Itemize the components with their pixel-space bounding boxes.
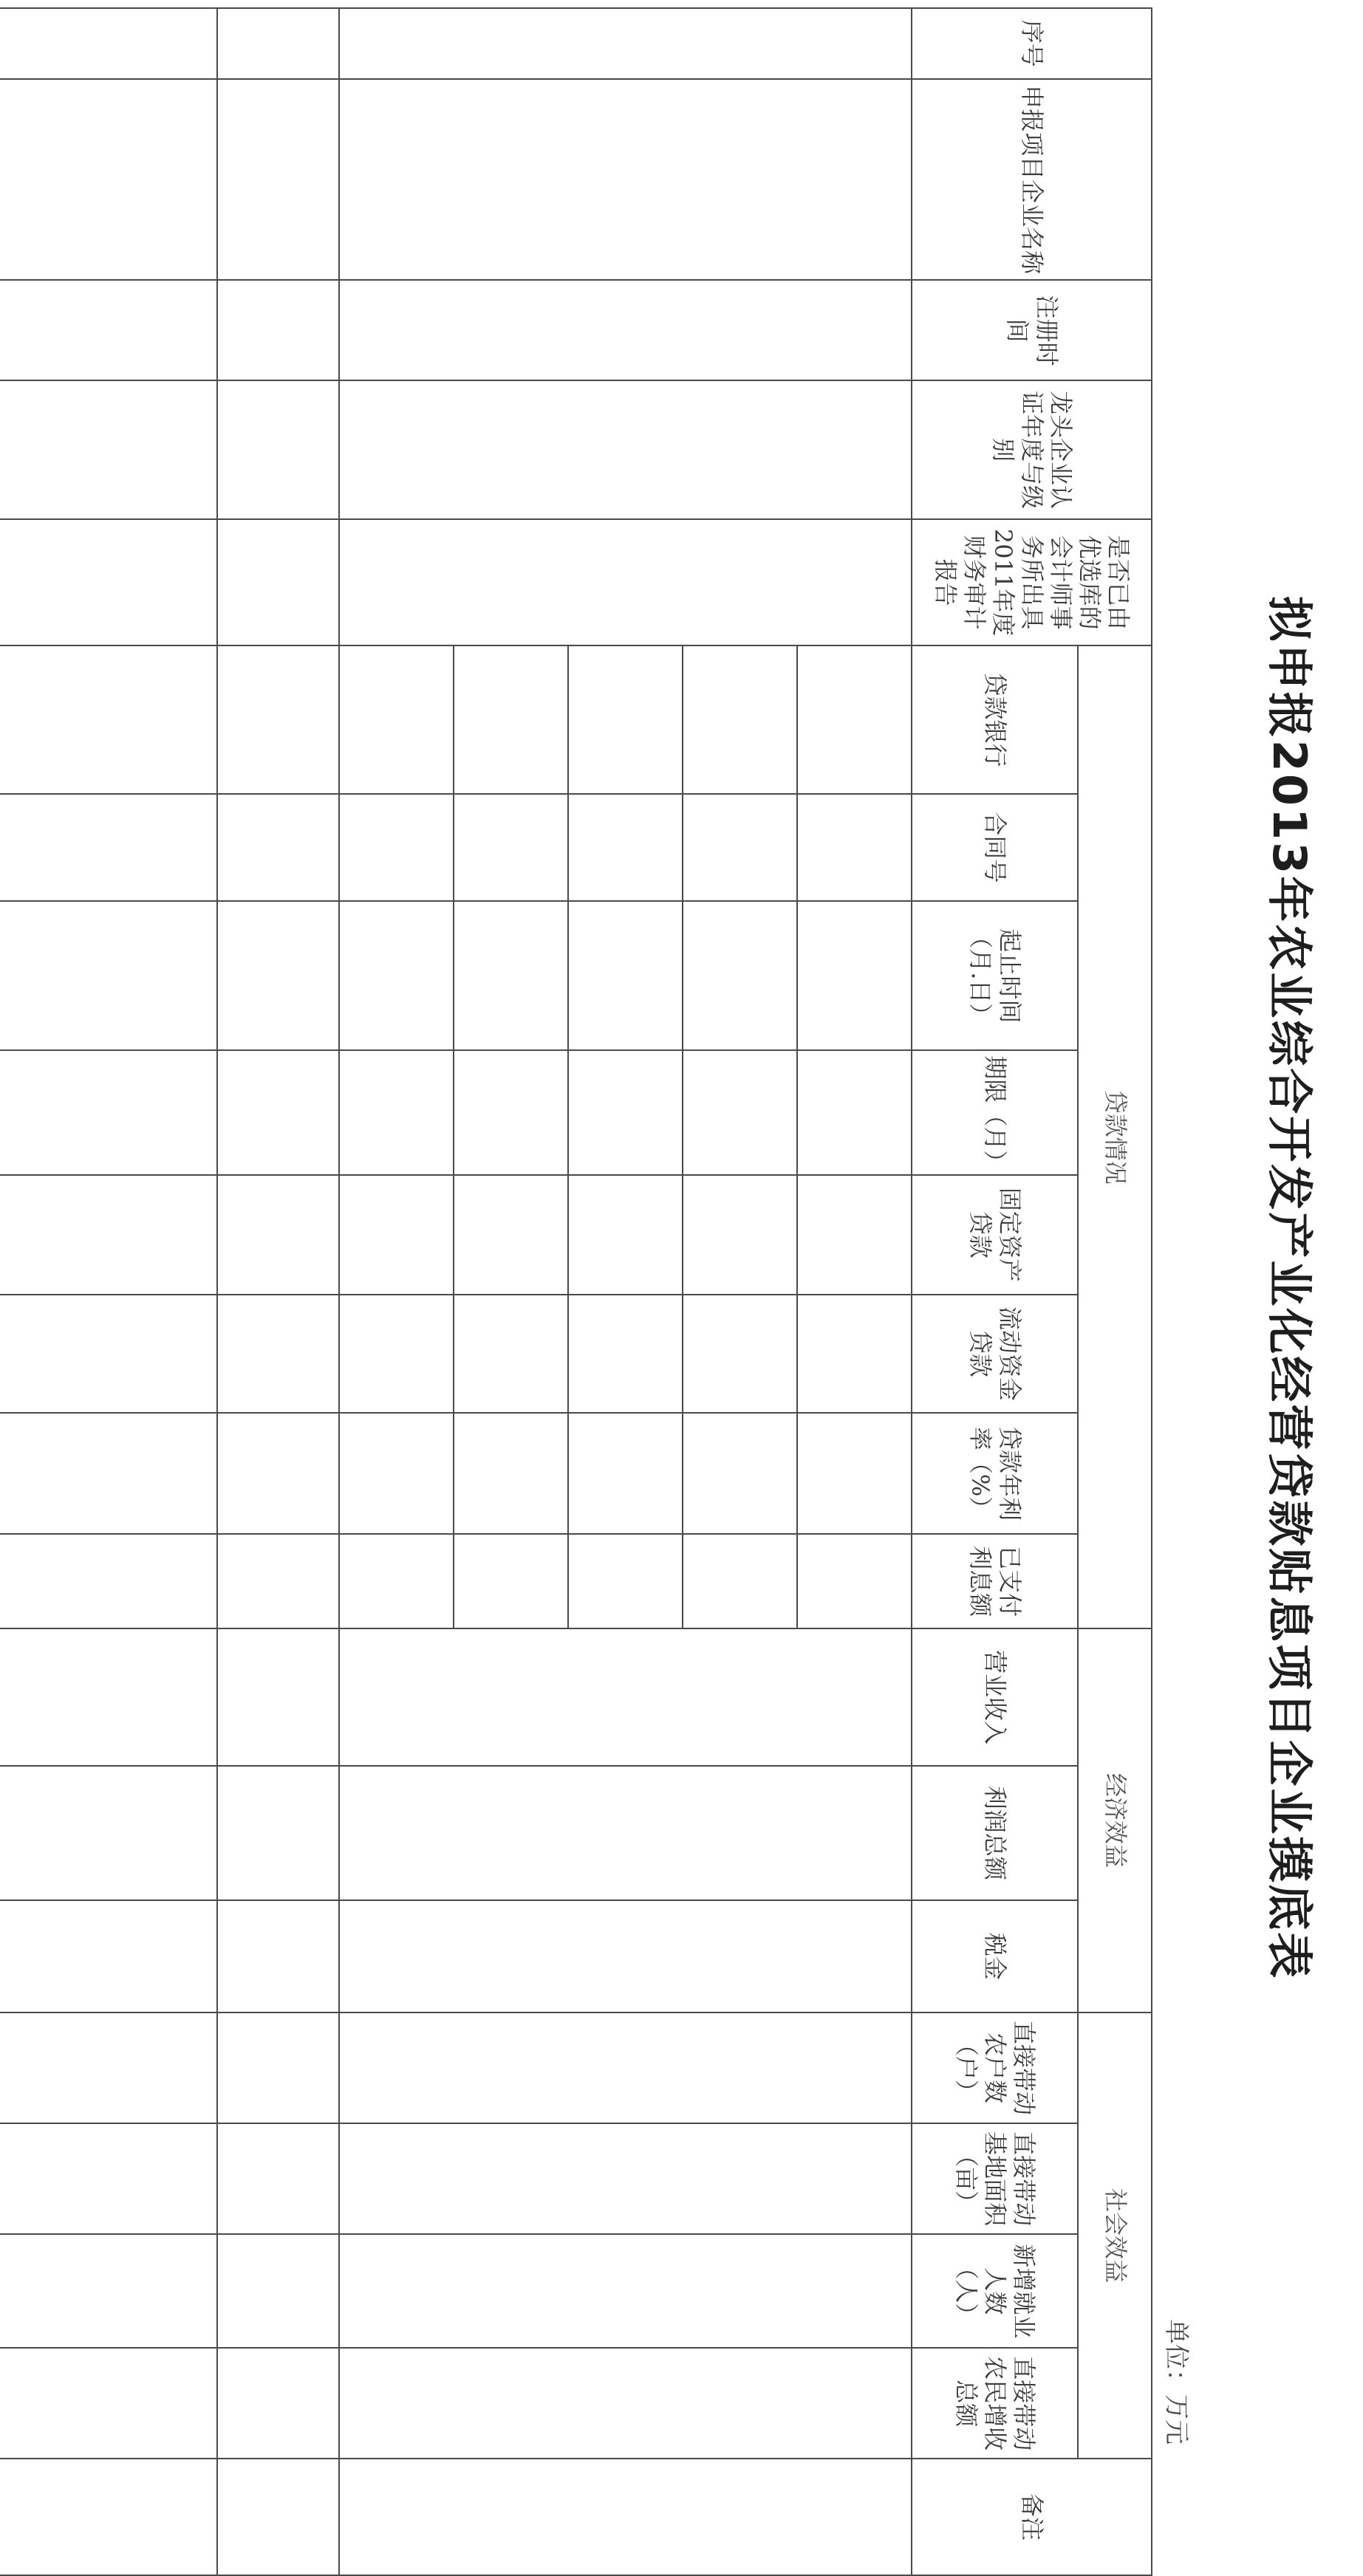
- cell-interest-paid: [217, 1534, 339, 1628]
- header-group-loan-status: 贷款情况: [1078, 645, 1152, 1628]
- cell-loan-bank: [217, 645, 339, 793]
- cell-fixed-asset-loan: [339, 1175, 454, 1295]
- header-working-capital-loan: 流动资金贷款: [912, 1295, 1078, 1413]
- cell-interest-rate: [339, 1413, 454, 1534]
- cell-loan-bank: [683, 645, 797, 793]
- cell-interest-rate: [217, 1413, 339, 1534]
- cell-interest-paid: [797, 1534, 912, 1628]
- cell-fixed-asset-loan: [454, 1175, 568, 1295]
- cell-loan-term: [797, 1050, 912, 1175]
- cell-remarks: [217, 2459, 339, 2575]
- cell-new-jobs: [217, 2234, 339, 2348]
- cell-total-profit: [0, 1766, 217, 1900]
- cell-loan-bank: [339, 645, 454, 793]
- cell-operating-revenue: [0, 1628, 217, 1766]
- cell-registration-time: [339, 280, 912, 380]
- cell-interest-rate: [797, 1413, 912, 1534]
- header-serial-number: 序号: [912, 8, 1152, 79]
- cell-total-profit: [217, 1766, 339, 1900]
- header-farm-households-driven: 直接带动农户数（户）: [912, 2012, 1078, 2123]
- cell-working-capital-loan: [568, 1295, 683, 1413]
- cell-fixed-asset-loan: [568, 1175, 683, 1295]
- cell-serial: [339, 8, 912, 79]
- header-interest-paid: 已支付利息额: [912, 1534, 1078, 1628]
- cell-leading-level: [217, 380, 339, 518]
- cell-fixed-asset-loan: [217, 1175, 339, 1295]
- header-remarks: 备注: [912, 2459, 1152, 2575]
- header-leading-enterprise-level: 龙头企业认证年度与级别: [912, 380, 1152, 518]
- cell-base-area: [339, 2123, 912, 2234]
- cell-fixed-asset-loan: [0, 1175, 217, 1295]
- cell-registration-time: [0, 280, 217, 380]
- cell-interest-paid: [454, 1534, 568, 1628]
- cell-remarks: [0, 2459, 217, 2575]
- cell-income-increase: [0, 2348, 217, 2459]
- cell-start-end-time: [454, 901, 568, 1050]
- cell-interest-rate: [454, 1413, 568, 1534]
- cell-interest-rate: [0, 1413, 217, 1534]
- cell-registration-time: [217, 280, 339, 380]
- cell-working-capital-loan: [217, 1295, 339, 1413]
- cell-total-profit: [339, 1766, 912, 1900]
- header-registration-time: 注册时间: [912, 280, 1152, 380]
- cell-audit-report: [0, 519, 217, 645]
- cell-start-end-time: [683, 901, 797, 1050]
- cell-working-capital-loan: [797, 1295, 912, 1413]
- cell-contract-number: [568, 794, 683, 902]
- header-loan-bank: 贷款银行: [912, 645, 1078, 793]
- cell-fixed-asset-loan: [797, 1175, 912, 1295]
- cell-loan-bank: [568, 645, 683, 793]
- header-contract-number: 合同号: [912, 794, 1078, 902]
- cell-working-capital-loan: [339, 1295, 454, 1413]
- cell-loan-term: [0, 1050, 217, 1175]
- cell-interest-paid: [683, 1534, 797, 1628]
- cell-contract-number: [797, 794, 912, 902]
- cell-start-end-time: [0, 901, 217, 1050]
- cell-start-end-time: [797, 901, 912, 1050]
- cell-serial: [217, 8, 339, 79]
- cell-base-area: [217, 2123, 339, 2234]
- cell-start-end-time: [217, 901, 339, 1050]
- header-farmer-income-increase: 直接带动农民增收总额: [912, 2348, 1078, 2459]
- cell-base-area: [0, 2123, 217, 2234]
- cell-contract-number: [454, 794, 568, 902]
- cell-contract-number: [0, 794, 217, 902]
- cell-operating-revenue: [217, 1628, 339, 1766]
- cell-loan-term: [339, 1050, 454, 1175]
- cell-loan-term: [568, 1050, 683, 1175]
- header-new-jobs: 新增就业人数（人）: [912, 2234, 1078, 2348]
- cell-working-capital-loan: [454, 1295, 568, 1413]
- cell-farm-households: [0, 2012, 217, 2123]
- cell-farm-households: [339, 2012, 912, 2123]
- cell-contract-number: [217, 794, 339, 902]
- header-group-social-benefit: 社会效益: [1078, 2012, 1152, 2459]
- cell-working-capital-loan: [683, 1295, 797, 1413]
- cell-new-jobs: [0, 2234, 217, 2348]
- cell-tax: [0, 1900, 217, 2012]
- cell-remarks: [339, 2459, 912, 2575]
- cell-contract-number: [683, 794, 797, 902]
- cell-interest-rate: [568, 1413, 683, 1534]
- header-annual-interest-rate: 贷款年利率（%）: [912, 1413, 1078, 1534]
- cell-loan-term: [683, 1050, 797, 1175]
- cell-income-increase: [217, 2348, 339, 2459]
- cell-loan-bank: [0, 645, 217, 793]
- cell-interest-rate: [683, 1413, 797, 1534]
- unit-label: 单位：万元: [1161, 2319, 1191, 2445]
- header-operating-revenue: 营业收入: [912, 1628, 1078, 1766]
- cell-tax: [339, 1900, 912, 2012]
- header-base-area-driven: 直接带动基地面积（亩）: [912, 2123, 1078, 2234]
- cell-company-name: [217, 79, 339, 281]
- cell-farm-households: [217, 2012, 339, 2123]
- enterprise-survey-table: [0, 7, 1152, 2576]
- cell-interest-paid: [339, 1534, 454, 1628]
- header-tax: 税金: [912, 1900, 1078, 2012]
- cell-leading-level: [339, 380, 912, 518]
- header-total-profit: 利润总额: [912, 1766, 1078, 1900]
- cell-loan-bank: [454, 645, 568, 793]
- cell-serial: [0, 8, 217, 79]
- header-start-end-time: 起止时间（月.日）: [912, 901, 1078, 1050]
- cell-new-jobs: [339, 2234, 912, 2348]
- cell-loan-term: [217, 1050, 339, 1175]
- cell-interest-paid: [0, 1534, 217, 1628]
- cell-audit-report: [339, 519, 912, 645]
- cell-start-end-time: [339, 901, 454, 1050]
- cell-audit-report: [217, 519, 339, 645]
- document-title: 拟申报2013年农业综合开发产业化经营贷款贴息项目企业摸底表: [1263, 595, 1316, 1981]
- header-group-economic-benefit: 经济效益: [1078, 1628, 1152, 2012]
- cell-fixed-asset-loan: [683, 1175, 797, 1295]
- cell-income-increase: [339, 2348, 912, 2459]
- header-audit-report: 是否已由优选库的会计师事务所出具2011年度财务审计报告: [912, 519, 1152, 645]
- cell-loan-term: [454, 1050, 568, 1175]
- cell-interest-paid: [568, 1534, 683, 1628]
- cell-operating-revenue: [339, 1628, 912, 1766]
- cell-company-name: [0, 79, 217, 281]
- cell-leading-level: [0, 380, 217, 518]
- header-loan-term: 期限（月）: [912, 1050, 1078, 1175]
- header-fixed-asset-loan: 固定资产贷款: [912, 1175, 1078, 1295]
- header-company-name: 申报项目企业名称: [912, 79, 1152, 281]
- cell-contract-number: [339, 794, 454, 902]
- cell-start-end-time: [568, 901, 683, 1050]
- cell-tax: [217, 1900, 339, 2012]
- cell-loan-bank: [797, 645, 912, 793]
- cell-working-capital-loan: [0, 1295, 217, 1413]
- cell-company-name: [339, 79, 912, 281]
